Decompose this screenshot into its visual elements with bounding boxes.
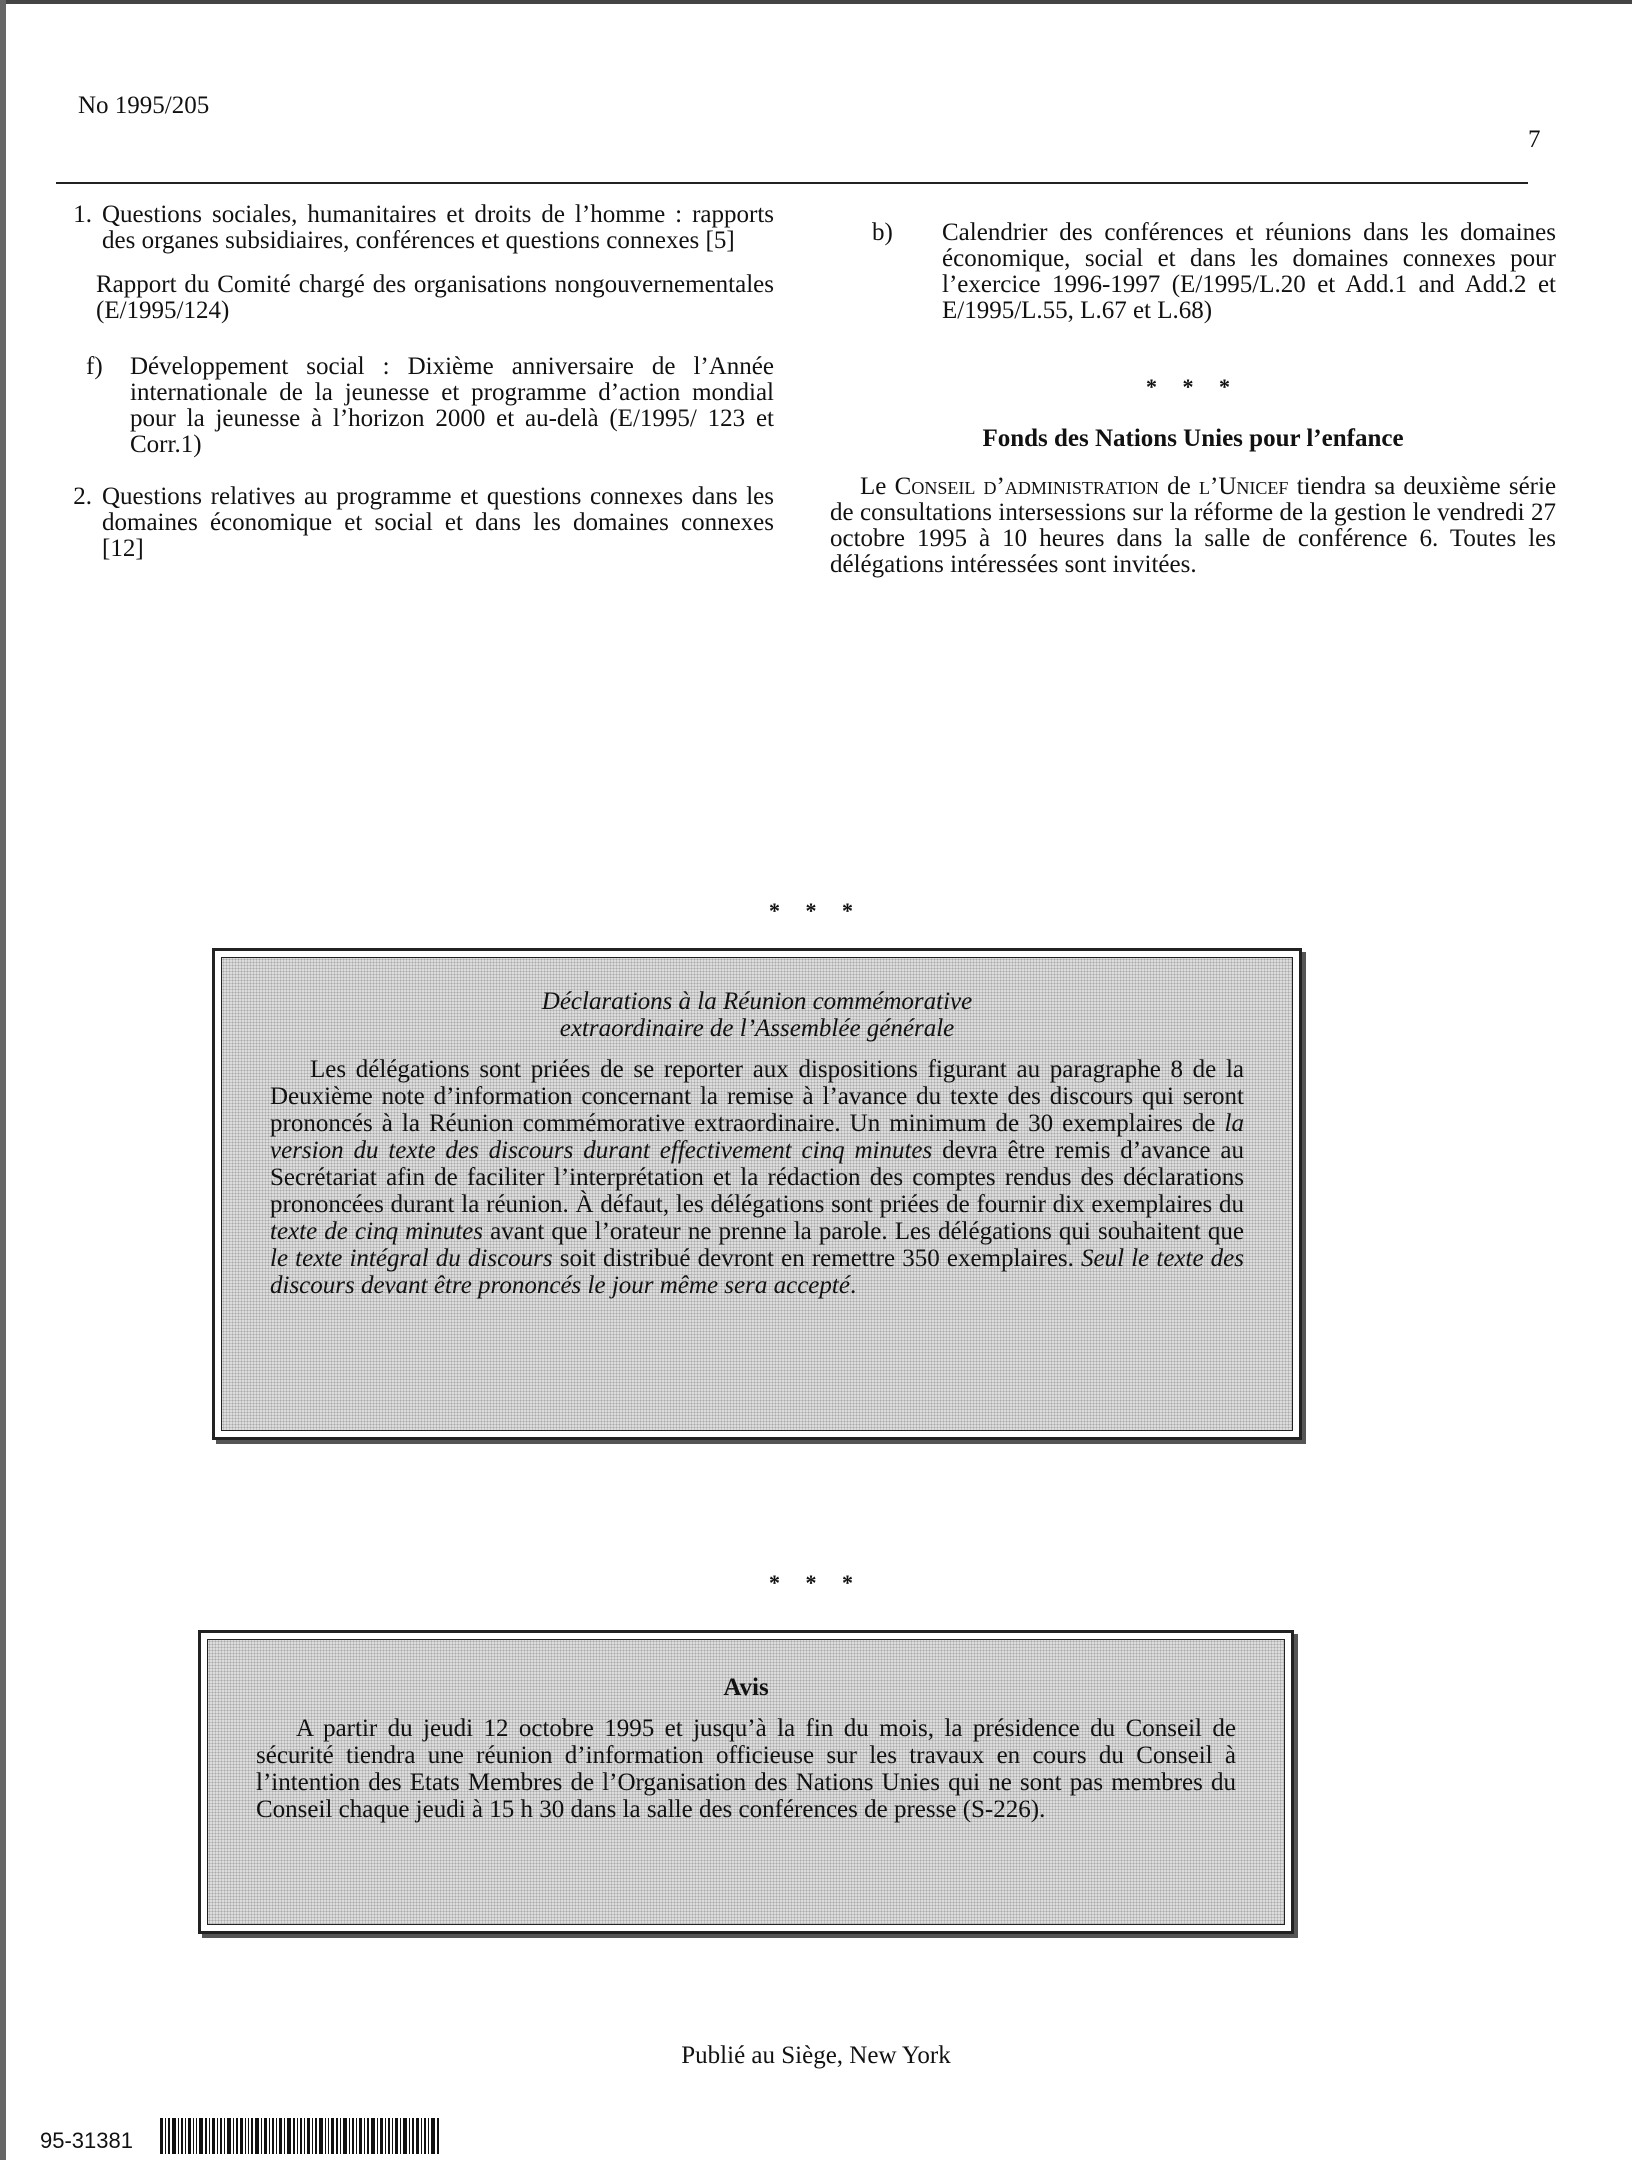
left-column — [44, 202, 774, 580]
emphasis-text: le texte intégral du discours — [270, 1245, 553, 1272]
text-run: . — [849, 1272, 857, 1299]
subitem-letter: b) — [872, 219, 893, 246]
text-run: tiendra sa deuxième série de consultations intersessions sur la réforme de la gestion le vendredi 27 octobre 1995 à 10 heures dans la salle de conférence 6. Toutes les délégations intéressées sont invitées. — [830, 473, 1557, 578]
declarations-title-line-1: Déclarations à la Réunion commémorative — [541, 988, 973, 1015]
unicef-title: Fonds des Nations Unies pour l’enfance — [982, 425, 1404, 452]
section-separator: * * * — [769, 898, 863, 923]
text-run: devra être remis d’avance au Secrétariat afin de faciliter l’interprétation et la rédaction des comptes rendus des déclarations prononcées durant la réunion. À défaut, les délégations sont priées de fournir dix exemplaires du — [270, 1137, 1244, 1218]
agenda-item-2 — [44, 484, 774, 562]
document-number: No 1995/205 — [78, 92, 210, 119]
declarations-notice-body — [221, 957, 1293, 1431]
avis-notice-body — [207, 1639, 1285, 1925]
declarations-notice-box — [212, 948, 1302, 1440]
page-border-top — [0, 0, 1632, 4]
header-rule — [56, 182, 1528, 184]
item-number: 2. — [73, 483, 92, 510]
item-text: Questions relatives au programme et questions connexes dans les domaines économique et social et dans les domaines connexes [12] — [102, 483, 774, 562]
item-text: Questions sociales, humanitaires et droits de l’homme : rapports des organes subsidiaires, conférences et questions connexes [5] — [102, 201, 774, 254]
subitem-letter: f) — [86, 353, 103, 380]
declarations-title-line-2: extraordinaire de l’Assemblée générale — [559, 1015, 955, 1042]
page-border-left — [0, 0, 6, 2160]
text-run: de — [1167, 473, 1191, 500]
barcode-image — [160, 2118, 496, 2154]
item-number: 1. — [73, 201, 92, 228]
agenda-subitem-b — [830, 220, 1556, 324]
declarations-paragraph — [270, 1056, 1244, 1299]
right-column — [830, 220, 1556, 578]
document-code: 95-31381 — [40, 2128, 133, 2153]
text-run: soit distribué devront en remettre 350 exemplaires. — [552, 1245, 1082, 1272]
emphasis-text: texte de cinq minutes — [270, 1218, 483, 1245]
section-separator: * * * — [769, 1570, 863, 1595]
text-run: Le — [860, 473, 887, 500]
council-name: Conseil d’administration — [894, 473, 1159, 500]
emphasis-text: la version du texte des discours durant effectivement cinq minutes — [270, 1110, 1244, 1164]
publication-place: Publié au Siège, New York — [681, 2042, 951, 2069]
committee-report: Rapport du Comité chargé des organisations nongouvernementales (E/1995/124) — [96, 271, 774, 324]
page-number: 7 — [1528, 126, 1541, 153]
agenda-subitem-f — [86, 354, 774, 458]
unicef-paragraph — [830, 474, 1556, 578]
avis-notice-box — [198, 1630, 1294, 1934]
emphasis-text: Seul le texte des discours devant être prononcés le jour même sera accepté — [270, 1245, 1245, 1299]
unicef-name: l’Unicef — [1199, 473, 1289, 500]
text-run: Les délégations sont priées de se reporter aux dispositions figurant au paragraphe 8 de la Deuxième note d’information concernant la remise à l’avance du texte des discours qui seront prononcés à la Réunion commémorative extraordinaire. Un minimum de 30 exemplaires de — [270, 1056, 1244, 1137]
agenda-item-1 — [44, 202, 774, 254]
avis-title: Avis — [723, 1674, 769, 1701]
text-run: avant que l’orateur ne prenne la parole. Les délégations qui souhaitent que — [483, 1218, 1245, 1245]
section-separator: * * * — [1146, 374, 1240, 399]
subitem-text: Calendrier des conférences et réunions dans les domaines économique, social et dans les domaines connexes pour l’exercice 1996-1997 (E/1995/L.20 et Add.1 and Add.2 et E/1995/L.55, L.67 et L.68) — [942, 219, 1556, 324]
avis-paragraph: A partir du jeudi 12 octobre 1995 et jusqu’à la fin du mois, la présidence du Conseil de sécurité tiendra une réunion d’information officieuse sur les travaux en cours du Conseil à l’intention des Etats Membres de l’Organisation des Nations Unies qui ne sont pas membres du Conseil chaque jeudi à 15 h 30 dans la salle des conférences de presse (S-226). — [256, 1715, 1236, 1823]
subitem-text: Développement social : Dixième anniversaire de l’Année internationale de la jeunesse et programme d’action mondial pour la jeunesse à l’horizon 2000 et au-delà (E/1995/ 123 et Corr.1) — [130, 353, 774, 458]
